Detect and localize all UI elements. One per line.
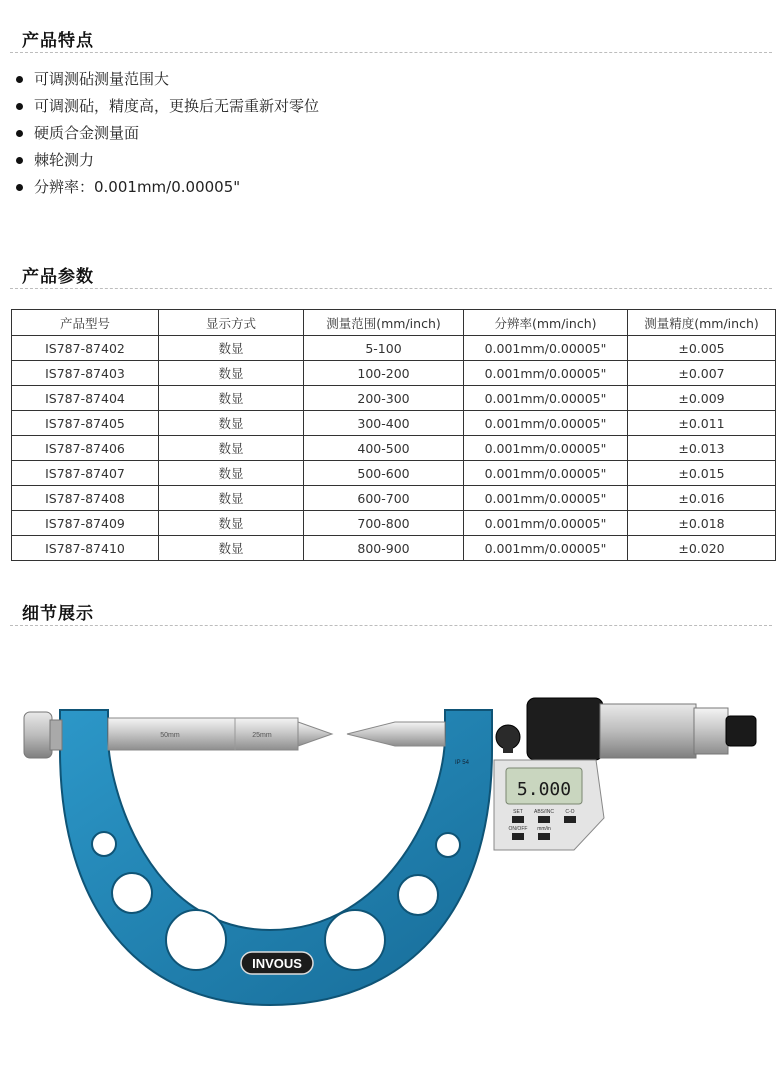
- feature-item: [14, 120, 319, 147]
- cell-range: 300-400: [304, 411, 464, 436]
- svg-text:ABS/INC: ABS/INC: [533, 809, 555, 815]
- cell-resolution: 0.001mm/0.00005": [464, 461, 628, 486]
- cell-display: 数显: [159, 461, 304, 486]
- cell-resolution: 0.001mm/0.00005": [464, 386, 628, 411]
- table-row: [12, 336, 776, 361]
- feature-item: [14, 147, 319, 174]
- cell-resolution: 0.001mm/0.00005": [464, 361, 628, 386]
- cell-model: IS787-87409: [12, 511, 159, 536]
- feature-item: [14, 93, 319, 120]
- cell-display: 数显: [159, 336, 304, 361]
- feature-text: 硬质合金测量面: [34, 124, 140, 142]
- cell-range: 500-600: [304, 461, 464, 486]
- lcd-value: 5.000: [516, 779, 572, 800]
- frame-hole: [325, 910, 385, 970]
- bullet-icon: [16, 130, 23, 137]
- cell-display: 数显: [159, 411, 304, 436]
- svg-text:50mm: 50mm: [160, 732, 180, 739]
- cell-resolution: 0.001mm/0.00005": [464, 486, 628, 511]
- cell-display: 数显: [159, 386, 304, 411]
- table-row: [12, 511, 776, 536]
- on-off-button: [512, 833, 524, 840]
- cell-range: 200-300: [304, 386, 464, 411]
- cell-model: IS787-87403: [12, 361, 159, 386]
- svg-text:IP 54: IP 54: [455, 760, 469, 766]
- svg-text:mm/in: mm/in: [537, 826, 551, 832]
- brand-logo: INVOUS: [252, 956, 302, 971]
- feature-list: [14, 66, 319, 201]
- table-row: [12, 461, 776, 486]
- cell-accuracy: ±0.007: [628, 361, 776, 386]
- cell-model: IS787-87402: [12, 336, 159, 361]
- cell-range: 5-100: [304, 336, 464, 361]
- feature-text: 分辨率：0.001mm/0.00005": [34, 178, 241, 196]
- details-divider: [10, 625, 772, 626]
- feature-text: 可调测砧测量范围大: [34, 70, 170, 88]
- col-header-model: 产品型号: [12, 310, 159, 336]
- mm-in-button: [538, 833, 550, 840]
- micrometer-product-image: [0, 640, 776, 1079]
- svg-text:ON/OFF: ON/OFF: [508, 826, 528, 832]
- cell-display: 数显: [159, 436, 304, 461]
- cell-resolution: 0.001mm/0.00005": [464, 436, 628, 461]
- table-row: [12, 411, 776, 436]
- cell-accuracy: ±0.013: [628, 436, 776, 461]
- svg-text:25mm: 25mm: [252, 732, 272, 739]
- ratchet: [694, 708, 728, 754]
- cell-resolution: 0.001mm/0.00005": [464, 336, 628, 361]
- table-row: [12, 386, 776, 411]
- frame-hole: [166, 910, 226, 970]
- cell-display: 数显: [159, 536, 304, 561]
- cell-resolution: 0.001mm/0.00005": [464, 536, 628, 561]
- cell-resolution: 0.001mm/0.00005": [464, 511, 628, 536]
- params-section-title: 产品参数: [22, 267, 94, 287]
- feature-text: 棘轮测力: [34, 151, 95, 169]
- cell-accuracy: ±0.005: [628, 336, 776, 361]
- table-header-row: [12, 310, 776, 336]
- col-header-accuracy: 测量精度(mm/inch): [628, 310, 776, 336]
- bullet-icon: [16, 157, 23, 164]
- cell-range: 600-700: [304, 486, 464, 511]
- cell-accuracy: ±0.015: [628, 461, 776, 486]
- frame-hole: [112, 873, 152, 913]
- cell-accuracy: ±0.009: [628, 386, 776, 411]
- cell-model: IS787-87407: [12, 461, 159, 486]
- abs-inc-button: [538, 816, 550, 823]
- params-divider: [10, 288, 772, 289]
- spindle-tip: [347, 722, 445, 746]
- cell-model: IS787-87408: [12, 486, 159, 511]
- thimble-knurl: [600, 704, 696, 758]
- cell-range: 400-500: [304, 436, 464, 461]
- anvil-tip: [298, 722, 332, 746]
- feature-item: [14, 66, 319, 93]
- col-header-range: 测量范围(mm/inch): [304, 310, 464, 336]
- set-button: [512, 816, 524, 823]
- features-divider: [10, 52, 772, 53]
- frame-hole: [436, 833, 460, 857]
- table-row: [12, 361, 776, 386]
- cell-model: IS787-87405: [12, 411, 159, 436]
- table-row: [12, 486, 776, 511]
- cell-resolution: 0.001mm/0.00005": [464, 411, 628, 436]
- cell-accuracy: ±0.011: [628, 411, 776, 436]
- cell-range: 800-900: [304, 536, 464, 561]
- bullet-icon: [16, 76, 23, 83]
- cell-accuracy: ±0.016: [628, 486, 776, 511]
- features-section-title: 产品特点: [22, 31, 94, 51]
- svg-text:SET: SET: [513, 809, 523, 815]
- details-section-title: 细节展示: [22, 604, 94, 624]
- bullet-icon: [16, 103, 23, 110]
- table-row: [12, 436, 776, 461]
- feature-text: 可调测砧，精度高，更换后无需重新对零位: [34, 97, 320, 115]
- cell-display: 数显: [159, 511, 304, 536]
- cell-model: IS787-87410: [12, 536, 159, 561]
- feature-item: [14, 174, 319, 201]
- bullet-icon: [16, 184, 23, 191]
- cell-range: 700-800: [304, 511, 464, 536]
- col-header-display: 显示方式: [159, 310, 304, 336]
- anvil-knob: [24, 712, 52, 758]
- cell-accuracy: ±0.018: [628, 511, 776, 536]
- svg-text:C-O: C-O: [565, 809, 575, 815]
- cell-model: IS787-87406: [12, 436, 159, 461]
- ratchet-cap: [726, 716, 756, 746]
- frame-hole: [398, 875, 438, 915]
- cell-display: 数显: [159, 486, 304, 511]
- c-o-button: [564, 816, 576, 823]
- col-header-resolution: 分辨率(mm/inch): [464, 310, 628, 336]
- spec-table: [11, 309, 776, 561]
- cell-display: 数显: [159, 361, 304, 386]
- frame-hole: [92, 832, 116, 856]
- cell-accuracy: ±0.020: [628, 536, 776, 561]
- cell-model: IS787-87404: [12, 386, 159, 411]
- thimble-housing: [527, 698, 603, 760]
- cell-range: 100-200: [304, 361, 464, 386]
- table-row: [12, 536, 776, 561]
